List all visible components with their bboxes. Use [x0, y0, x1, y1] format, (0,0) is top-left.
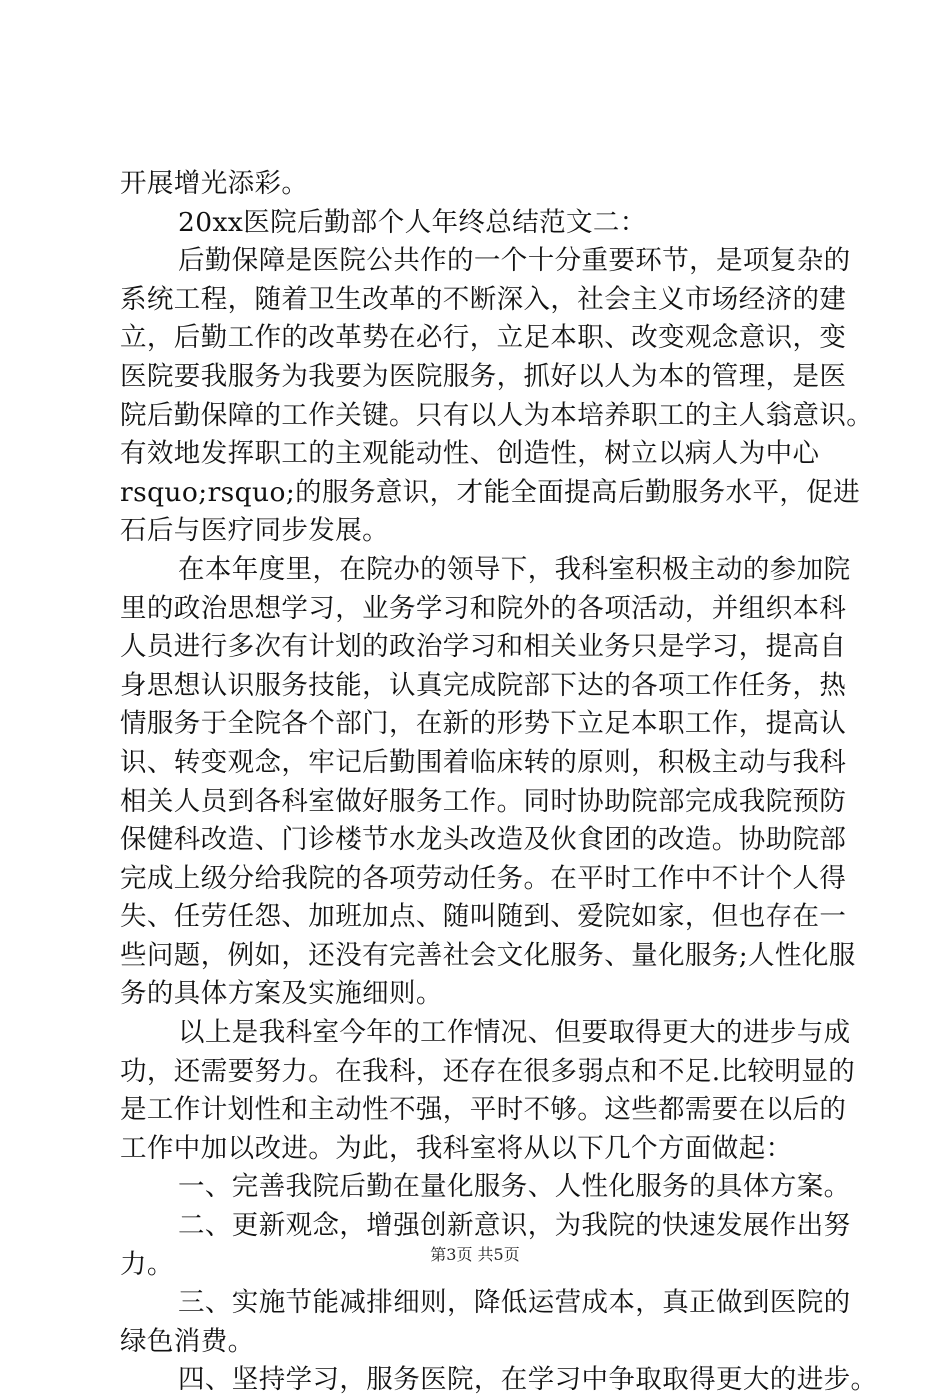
text-line: 些问题，例如，还没有完善社会文化服务、量化服务;人性化服: [120, 939, 856, 971]
document-body: [120, 165, 878, 1400]
text-line: 医院要我服务为我要为医院服务，抓好以人为本的管理，是医: [120, 360, 847, 392]
text-line: 四、坚持学习，服务医院，在学习中争取取得更大的进步。: [178, 1364, 878, 1396]
text-line: 保健科改造、门诊楼节水龙头改造及伙食团的改造。协助院部: [120, 824, 847, 856]
text-line: 失、任劳任怨、加班加点、随叫随到、爱院如家，但也存在一: [120, 901, 847, 933]
text-line: 院后勤保障的工作关键。只有以人为本培养职工的主人翁意识。: [120, 399, 874, 431]
text-line: 完成上级分给我院的各项劳动任务。在平时工作中不计个人得: [120, 862, 847, 894]
text-line: 是工作计划性和主动性不强，平时不够。这些都需要在以后的: [120, 1094, 847, 1126]
page-footer: 第3页 共5页: [430, 1245, 520, 1264]
text-line: 石后与医疗同步发展。: [120, 515, 389, 547]
text-line: 身思想认识服务技能，认真完成院部下达的各项工作任务，热: [120, 669, 847, 701]
text-line: 后勤保障是医院公共作的一个十分重要环节，是项复杂的: [178, 245, 851, 277]
text-line: 绿色消费。: [120, 1325, 255, 1357]
text-line: 里的政治思想学习，业务学习和院外的各项活动，并组织本科: [120, 592, 847, 624]
text-line: 开展增光添彩。: [120, 168, 309, 199]
text-line: 三、实施节能减排细则，降低运营成本，真正做到医院的: [178, 1287, 851, 1319]
text-line: 情服务于全院各个部门，在新的形势下立足本职工作，提高认: [120, 708, 847, 740]
text-line: 相关人员到各科室做好服务工作。同时协助院部完成我院预防: [120, 785, 847, 817]
text-line: 有效地发挥职工的主观能动性、创造性，树立以病人为中心: [120, 438, 820, 470]
text-line: 20xx医院后勤部个人年终总结范文二：: [178, 206, 647, 238]
text-line: 立，后勤工作的改革势在必行，立足本职、改变观念意识，变: [120, 322, 847, 354]
text-line: 力。: [120, 1248, 174, 1280]
text-line: rsquo;rsquo;的服务意识，才能全面提高后勤服务水平，促进: [120, 476, 861, 508]
text-line: 功，还需要努力。在我科，还存在很多弱点和不足.比较明显的: [120, 1055, 856, 1087]
text-line: 在本年度里，在院办的领导下，我科室积极主动的参加院: [178, 553, 851, 585]
text-line: 以上是我科室今年的工作情况、但要取得更大的进步与成: [178, 1017, 851, 1049]
text-line: 人员进行多次有计划的政治学习和相关业务只是学习，提高自: [120, 631, 847, 663]
text-line: 二、更新观念，增强创新意识，为我院的快速发展作出努: [178, 1210, 851, 1242]
text-line: 务的具体方案及实施细则。: [120, 978, 443, 1010]
text-line: 系统工程，随着卫生改革的不断深入，社会主义市场经济的建: [120, 283, 847, 315]
text-line: 一、完善我院后勤在量化服务、人性化服务的具体方案。: [178, 1171, 851, 1203]
text-line: 工作中加以改进。为此，我科室将从以下几个方面做起：: [120, 1132, 793, 1164]
text-line: 识、转变观念，牢记后勤围着临床转的原则，积极主动与我科: [120, 746, 847, 778]
